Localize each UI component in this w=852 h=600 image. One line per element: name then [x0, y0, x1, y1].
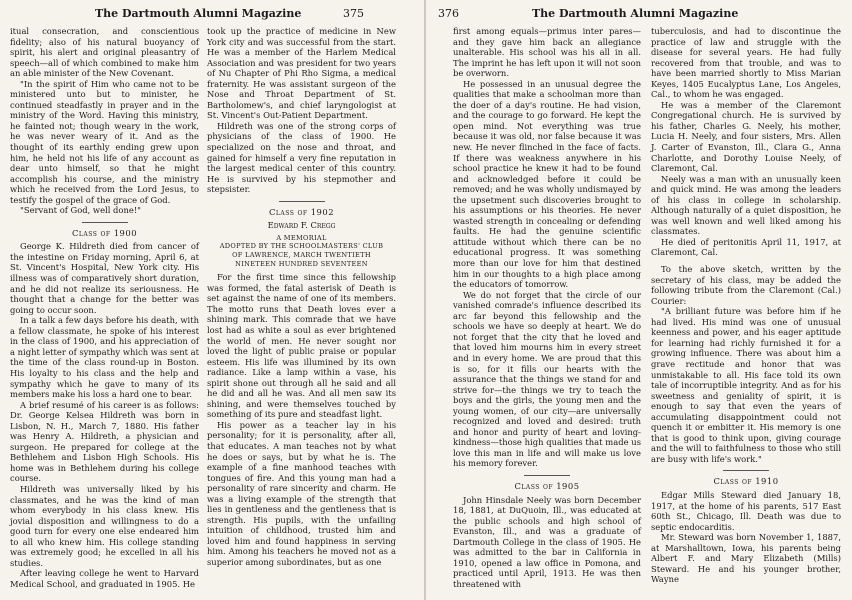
paragraph: In a talk a few days before his death, with a fellow classmate, he spoke of his interest in the class of 1900, and his appreciation of a night letter of sympathy which was sent at the time of the class round-up in Boston. His loyalty to his class and the help and sympathy which he gave to many of its members make his loss a hard one to bear.	[10, 315, 199, 400]
paragraph: "A brilliant future was before him if he had lived. His mind was one of unusual keenness and power, and his eager aptitude for learning had richly furnished it for a growing influence. There was about him a grave rectitude and honor that was unmistakable to all. His face told its own tale of incorruptible integrity. And as for his sweetness and geniality of spirit, it is enough to say that even the years of accumulating disappointment could not quench it or embitter it. His memory is one that is good to think upon, giving courage and the will to faithfulness to those who still are busy with life's work."	[651, 306, 841, 464]
memorial-caption	[207, 234, 396, 268]
magazine-title: The Dartmouth Alumni Magazine	[95, 7, 302, 20]
paragraph: George K. Hildreth died from cancer of the intestine on Friday morning, April 6, at St. Vincent's Hospital, New York city. His illness was of comparatively short duration, and he did not realize its seriousness. He thought that a change for the better was going to occur soon.	[10, 241, 199, 315]
paragraph: Hildreth was one of the strong corps of physicians of the class of 1900. He specialized on the nose and throat, and gained for himself a very fine reputation in the largest medical center of this country. He is survived by his stepmother and stepsister.	[207, 120, 396, 195]
left-page-header	[0, 7, 424, 23]
section-label: Class of 1900	[71, 227, 138, 238]
paragraph: "Servant of God, well done!"	[20, 205, 142, 216]
paragraph: first among equals—primus inter pares—and they gave him back an allegiance unalterable. His school was his all in all. The imprint he has left upon it will not soon be overworn.	[453, 26, 641, 79]
right-page-header	[426, 7, 852, 23]
paragraph: took up the practice of medicine in New York city and was successful from the start. He was a member of the Harlem Medical Association and was president for two years of Nu Chapter of Phi Rho Sigma, a medical fraternity. He was assistant surgeon of the Nose and Throat Department of St. Bartholomew's, and chief laryngologist at St. Vincent's Out-Patient Department.	[207, 26, 396, 121]
paragraph: Hildreth was universally liked by his classmates, and he was the kind of man whom everybody in his class knew. His jovial disposition and willingness to do a good turn for every one else endeared him to all who knew him. His college standing was extremely good; he excelled in all his studies.	[10, 483, 199, 568]
section-heading	[453, 475, 641, 492]
paragraph: He was a member of the Claremont Congregational church. He is survived by his father, Charles G. Neely, his mother, Lucia H. Neely, and four sisters, Mrs. Allen J. Carter of Evanston, Ill., Clara G., Anna Charlotte, and Dorothy Louise Neely, of Claremont, Cal.	[651, 99, 841, 174]
left-column-2	[207, 26, 396, 568]
memorial-name: Edward F. Cregg	[267, 220, 336, 231]
left-page	[0, 0, 424, 600]
page-number: 375	[343, 7, 364, 20]
section-divider	[524, 475, 570, 476]
paragraph: To the above sketch, written by the secretary of his class, may be added the following tribute from the Claremont (Cal.) Courier:	[651, 264, 841, 306]
paragraph: "In the spirit of Him who came not to be ministered unto but to minister, he continued steadfastly in prayer and in the ministry of the Word. Having this ministry, he fainted not; though weary in the work, he was never weary of it. And as the thought of its earthly ending grew upon him, he held not his life of any account as dear unto himself, so that he might accomplish his course, and the ministry which he received from the Lord Jesus, to testify the gospel of the grace of God.	[10, 78, 199, 205]
paragraph: For the first time since this fellowship was formed, the fatal asterisk of Death is set against the name of one of its members. The motto runs that Death loves ever a shining mark. This comrade that we have lost had as white a soul as ever brightened the world of men. He never sought nor loved the light of public praise or popular esteem. His life was illumined by its own radiance. Like a lamp within a vase, his spirit shone out through all he said and all he did and all he was. And all men saw its shining, and were themselves touched by something of its pure and steadfast light.	[207, 272, 396, 420]
magazine-title: The Dartmouth Alumni Magazine	[532, 7, 739, 20]
right-column-2	[651, 26, 841, 585]
section-heading	[651, 470, 841, 487]
paragraph: Neely was a man with an unusually keen and quick mind. He was among the leaders of his class in college in scholarship. Although naturally of a quiet disposition, he was well known and well liked among his classmates.	[651, 173, 841, 237]
memorial-adopted-line: OF LAWRENCE, MARCH TWENTIETH	[232, 251, 371, 260]
memorial-title: A MEMORIAL	[276, 233, 327, 242]
right-page	[426, 0, 852, 600]
section-label: Class of 1902	[268, 206, 335, 217]
paragraph: After leaving college he went to Harvard Medical School, and graduated in 1905. He	[10, 568, 199, 589]
section-heading	[10, 222, 199, 239]
section-label: Class of 1910	[713, 476, 779, 487]
left-column-1	[10, 26, 199, 589]
paragraph: He died of peritonitis April 11, 1917, at Claremont, Cal.	[651, 236, 841, 258]
section-divider	[82, 222, 128, 223]
section-label: Class of 1905	[514, 480, 580, 491]
paragraph: His power as a teacher lay in his personality; for it is personality, after all, that educates. A man teaches not by what he does or says, but by what he is. The example of a fine manhood teaches with tongues of fire. And this young man had a personality of rare sincerity and charm. He was a living example of the strength that lies in gentleness and the gentleness that is strength. His pupils, with the unfailing intuition of childhood, trusted him and loved him and found happiness in serving him. Among his teachers he moved not as a superior among subordinates, but as one	[207, 419, 396, 567]
paragraph: Edgar Mills Steward died January 18, 1917, at the home of his parents, 517 East 60th St., Chicago, Ill. Death was due to septic endocarditis.	[651, 489, 841, 532]
section-divider	[723, 470, 769, 471]
paragraph: tuberculosis, and had to discontinue the practice of law and struggle with the disease for several years. He had fully recovered from that trouble, and was to have been married shortly to Miss Marian Keyes, 1405 Eucalyptus Lane, Los Angeles, Cal., to whom he was engaged.	[651, 26, 841, 100]
section-heading	[207, 201, 396, 218]
paragraph: He possessed in an unusual degree the qualities that make a schoolman more than the doer of a day's routine. He had vision, and the courage to go forward. He kept the open mind. Not everything was true because it was old, nor false because it was new. He never flinched in the face of facts. If there was weakness anywhere in his school practice he knew it had to be found and acknowledged before it could be removed; and he was wholly undismayed by the upsetment such discoveries brought to his assumptions or his theories. He never wasted strength in concealing or defending faults. He had the genuine scientific attitude without which there can be no educational progress. It was something more than our love for him that destined him in our thoughts to a high place among the educators of tomorrow.	[453, 78, 641, 290]
paragraph: A brief resumé of his career is as follows: Dr. George Kelsea Hildreth was born in Lisbon, N. H., March 7, 1880. His father was Henry A. Hildreth, a physician and surgeon. He prepared for college at the Bethlehem and Lisbon High Schools. His home was in Bethlehem during his college course.	[10, 399, 199, 484]
paragraph: We do not forget that the circle of our vanished comrade's influence described its arc far beyond this fellowship and the schools we have so deeply at heart. We do not forget that the city that he loved and that loved him mourns him in every street and in every home. We are proud that this is so, for it fills our hearts with the assurance that the things we stand for and strive for—the things we try to teach the boys and the girls, the young men and the young women, of our city—are universally recognized and loved and desired: truth and honor and purity of heart and loving-kindness—those high qualities that made us love this man in life and will make us love his memory forever.	[453, 289, 641, 469]
paragraph: Mr. Steward was born November 1, 1887, at Marshalltown, Iowa, his parents being Albert F. and Mary Elizabeth (Mills) Steward. He and his younger brother, Wayne	[651, 532, 841, 585]
paragraph: itual consecration, and conscientious fidelity; also of his natural buoyancy of spirit, his alert and original pleasantry of speech—all of which combined to make him an able minister of the New Covenant.	[10, 26, 199, 79]
right-column-1	[453, 26, 641, 589]
memorial-adopted-line: ADOPTED BY THE SCHOOLMASTERS' CLUB	[219, 242, 384, 251]
page-number: 376	[438, 7, 459, 20]
section-divider	[279, 201, 325, 202]
memorial-adopted-line: NINETEEN HUNDRED SEVENTEEN	[235, 259, 368, 268]
paragraph: John Hinsdale Neely was born December 18, 1881, at DuQuoin, Ill., was educated at the public schools and high school of Evanston, Ill., and was a graduate of Dartmouth College in the class of 1905. He was admitted to the bar in California in 1910, opened a law office in Pomona, and practiced until April, 1913. He was then threatened with	[453, 494, 641, 589]
